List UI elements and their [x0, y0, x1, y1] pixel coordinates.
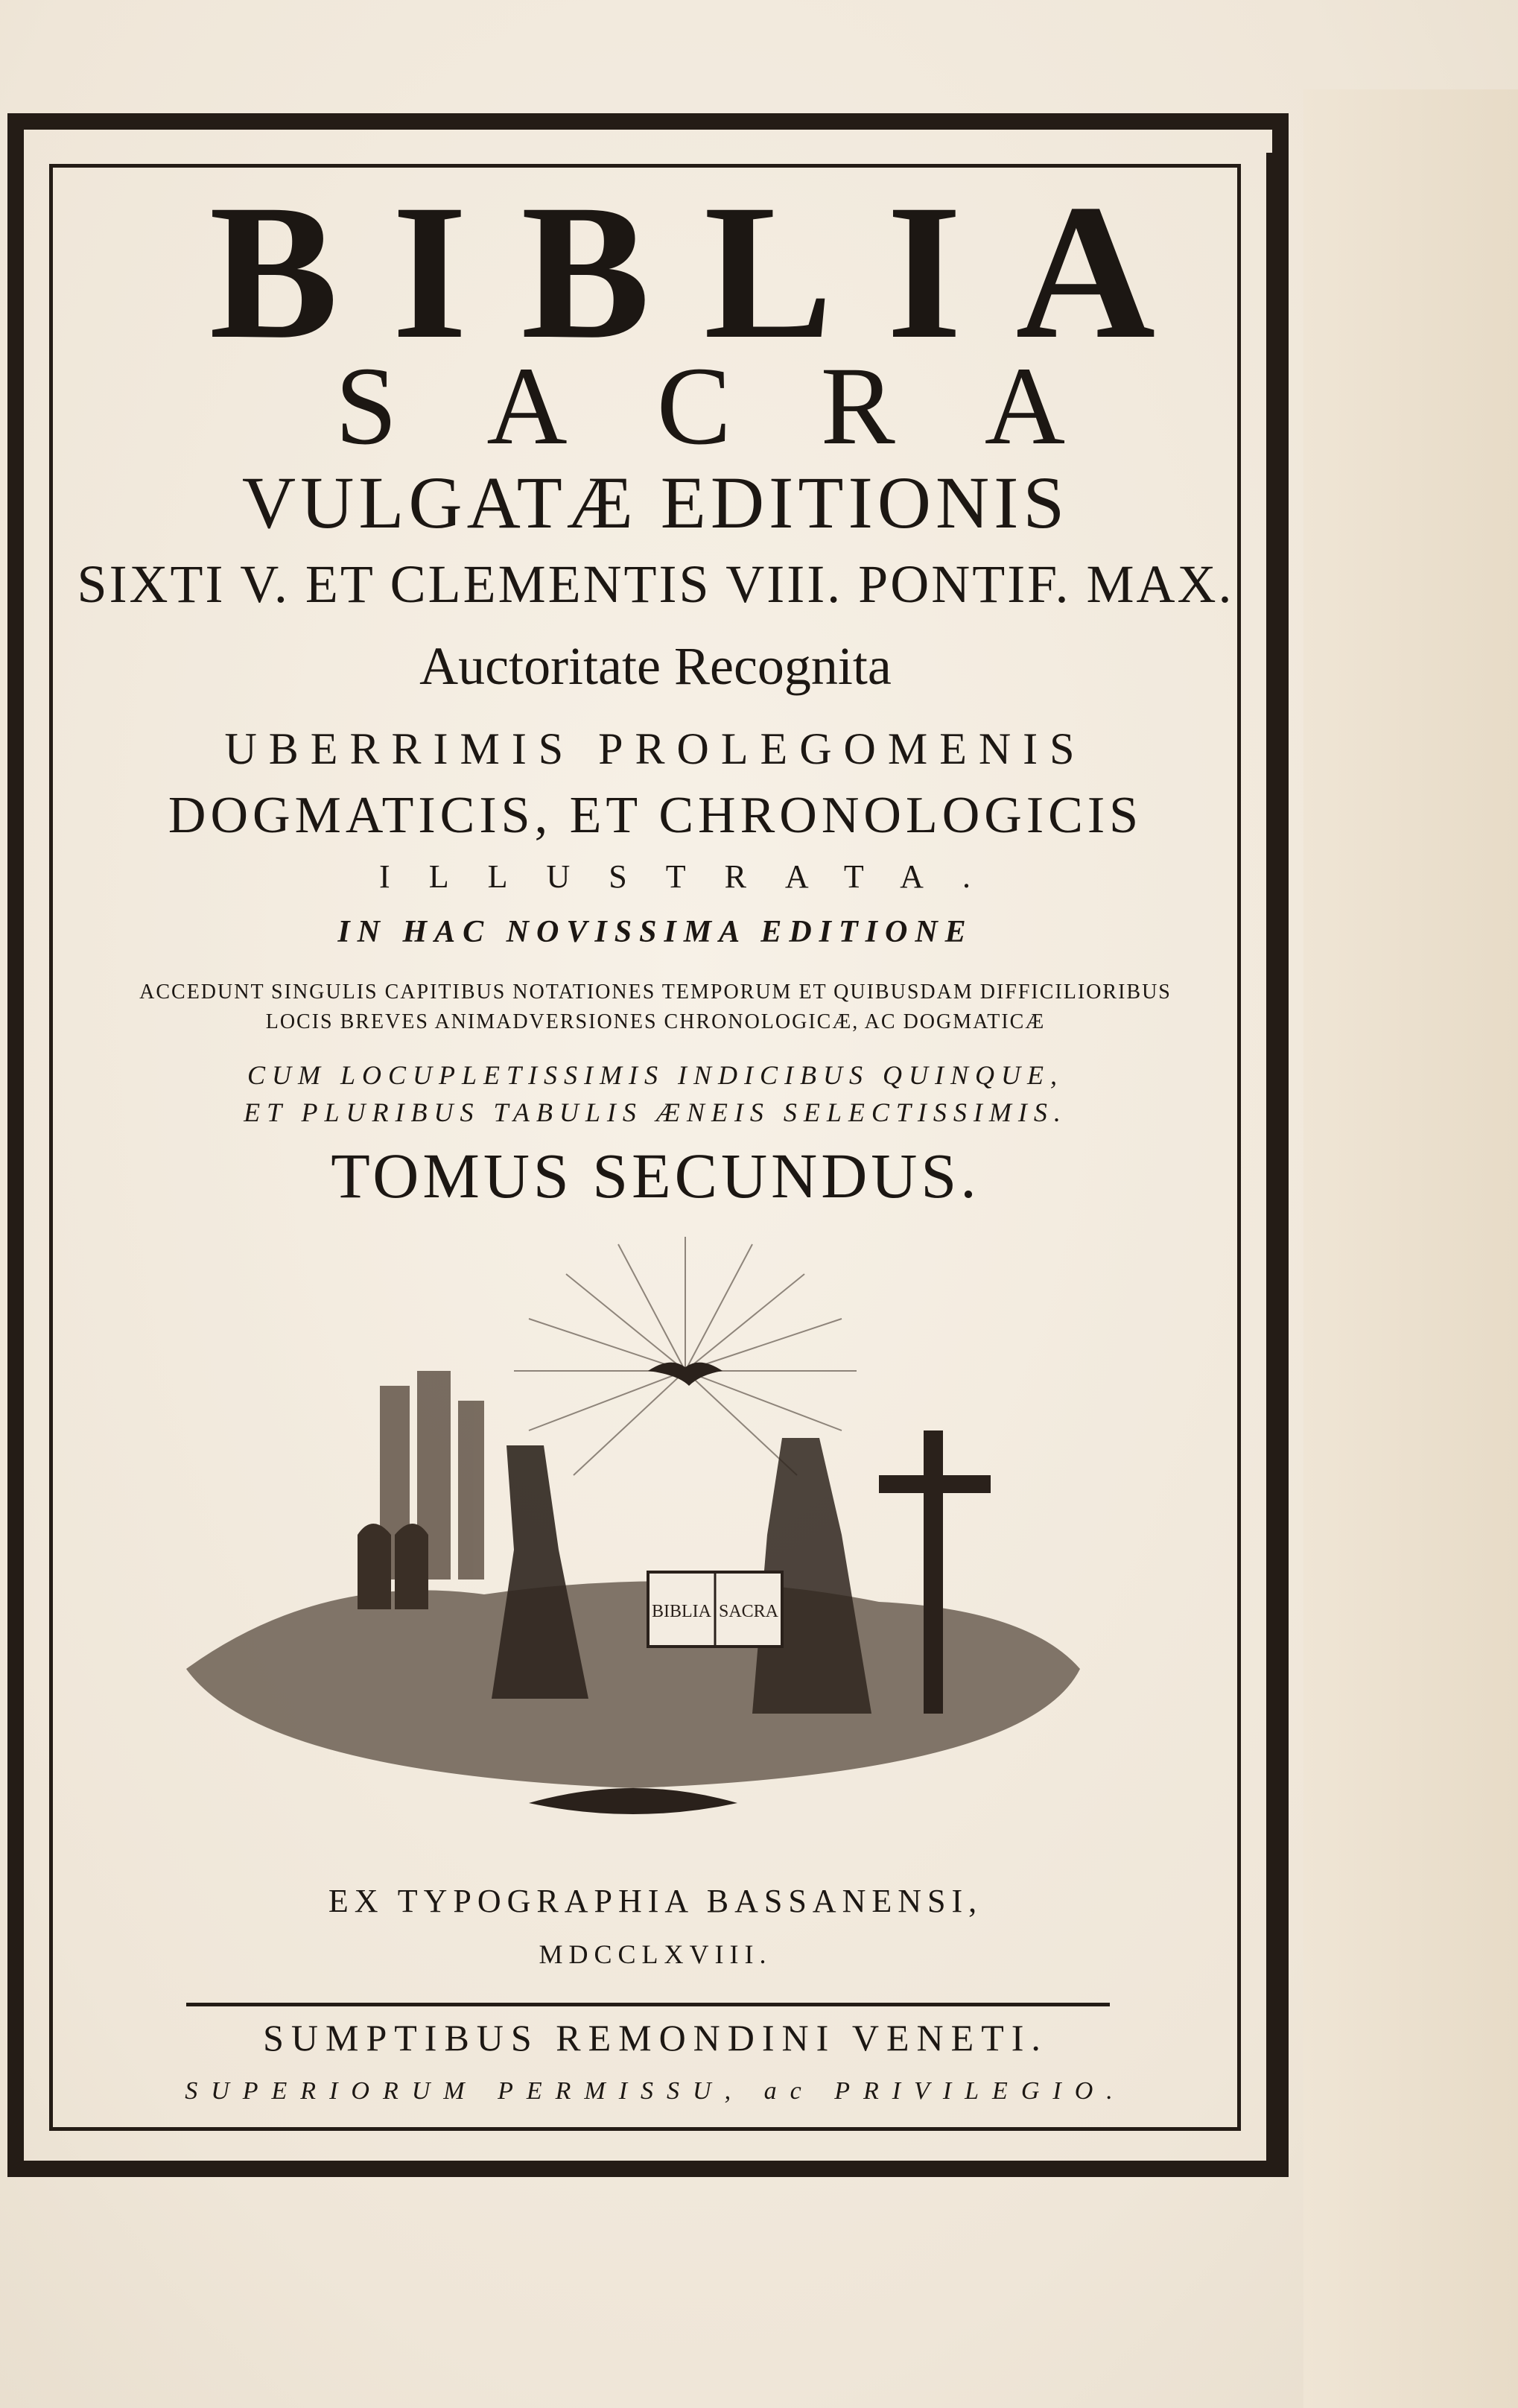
edition-note: IN HAC NOVISSIMA EDITIONE: [337, 915, 974, 949]
imprint-date: MDCCLXVIII.: [539, 1939, 772, 1969]
imprint-publisher: SUMPTIBUS REMONDINI VENETI.: [263, 2017, 1048, 2059]
description-line-4: ET PLURIBUS TABULIS ÆNEIS SELECTISSIMIS.: [244, 1097, 1067, 1127]
subtitle-uberrimis: UBERRIMIS PROLEGOMENIS: [224, 724, 1087, 773]
book-text-right: SACRA: [718, 1602, 779, 1621]
subtitle-dogmaticis: DOGMATICIS, ET CHRONOLOGICIS: [168, 787, 1143, 844]
engraved-vignette: [171, 1222, 1095, 1878]
description-line-3: CUM LOCUPLETISSIMIS INDICIBUS QUINQUE,: [247, 1060, 1064, 1090]
description-line-2: LOCIS BREVES ANIMADVERSIONES CHRONOLOGICÆ, AC DOGMATICÆ: [265, 1010, 1046, 1033]
ground: [186, 1581, 1080, 1788]
subtitle-auctoritate: Auctoritate Recognita: [419, 636, 892, 696]
subtitle-vulgatae: VULGATÆ EDITIONIS: [241, 461, 1070, 544]
title-sacra: SACRA: [334, 344, 1155, 468]
imprint-permission: SUPERIORUM PERMISSU, ac PRIVILEGIO.: [185, 2077, 1126, 2105]
ornament: [529, 1788, 737, 1814]
figure-moses: [492, 1445, 588, 1699]
subtitle-illustrata: ILLUSTRATA.: [379, 858, 1009, 895]
imprint-press: EX TYPOGRAPHIA BASSANENSI,: [328, 1883, 983, 1919]
subtitle-pontiffs: SIXTI V. ET CLEMENTIS VIII. PONTIF. MAX.: [77, 554, 1234, 614]
description-line-1: ACCEDUNT SINGULIS CAPITIBUS NOTATIONES TEMPORUM ET QUIBUSDAM DIFFICILIORIBUS: [139, 980, 1172, 1004]
imprint-rule: [186, 2003, 1110, 2006]
title-biblia: BIBLIA: [209, 165, 1210, 379]
book-text-left: BIBLIA: [652, 1602, 711, 1621]
volume-label: TOMUS SECUNDUS.: [331, 1140, 980, 1211]
